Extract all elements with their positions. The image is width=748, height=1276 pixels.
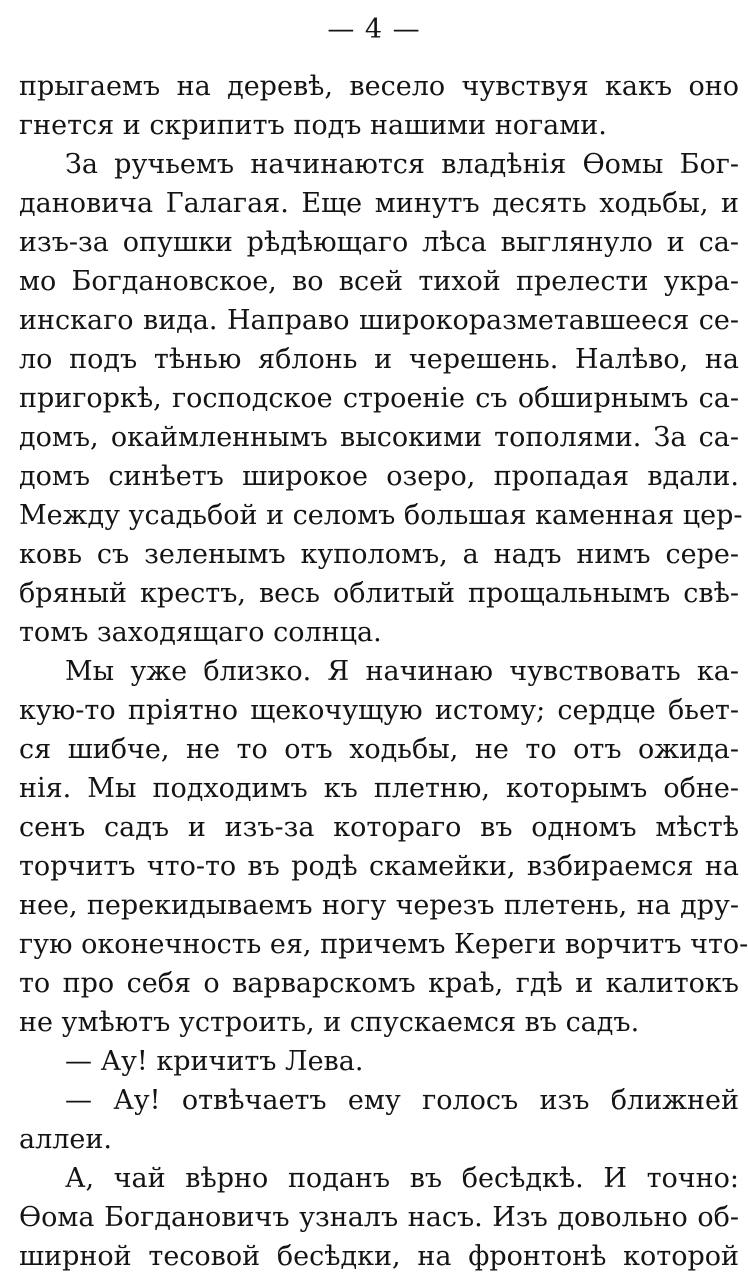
text-line: ширной тесовой бесѣдки, на фронтонѣ которой bbox=[19, 1241, 739, 1272]
text-line: нія. Мы подходимъ къ плетню, которымъ обне- bbox=[19, 773, 739, 804]
paragraph bbox=[19, 67, 739, 145]
text-line: томъ заходящаго солнца. bbox=[19, 617, 382, 648]
text-line: изъ-за опушки рѣдѣющаго лѣса выглянуло и са- bbox=[19, 227, 739, 258]
text-line: Ѳома Богдановичъ узналъ насъ. Изъ довольно об- bbox=[19, 1202, 739, 1233]
text-line: домъ синѣетъ широкое озеро, пропадая вдали. bbox=[19, 461, 739, 492]
text-line: не умѣютъ устроить, и спускаемся въ садъ. bbox=[19, 1007, 640, 1038]
page-number: — 4 — bbox=[327, 14, 421, 45]
text-line: домъ, окаймленнымъ высокими тополями. За са- bbox=[19, 422, 739, 453]
body-text bbox=[19, 67, 748, 1276]
text-line: Мы уже близко. Я начинаю чувствовать ка- bbox=[65, 656, 739, 687]
text-line: сенъ садъ и изъ-за котораго въ одномъ мѣстѣ bbox=[19, 812, 739, 843]
text-line: кую-то пріятно щекочущую истому; сердце бьет- bbox=[19, 695, 739, 726]
text-line: ло подъ тѣнью яблонь и черешень. Налѣво, на bbox=[19, 344, 739, 375]
text-line: — Ау! отвѣчаетъ ему голосъ изъ ближней bbox=[65, 1085, 739, 1116]
text-line: За ручьемъ начинаются владѣнія Ѳомы Бог- bbox=[65, 149, 739, 180]
text-line: ся шибче, не то отъ ходьбы, не то отъ ожида- bbox=[19, 734, 739, 765]
text-line: мо Богдановское, во всей тихой прелести укра- bbox=[19, 266, 739, 297]
text-line: Между усадьбой и селомъ большая каменная цер- bbox=[19, 500, 743, 531]
paragraph bbox=[19, 145, 743, 652]
text-line: ковь съ зеленымъ куполомъ, а надъ нимъ сере- bbox=[19, 539, 739, 570]
text-line: А, чай вѣрно поданъ въ бесѣдкѣ. И точно: bbox=[65, 1163, 739, 1194]
text-line: нее, перекидываемъ ногу черезъ плетень, на дру- bbox=[19, 890, 739, 921]
text-line: то про себя о варварскомъ краѣ, гдѣ и калитокъ bbox=[19, 968, 739, 999]
paragraph bbox=[19, 1042, 739, 1081]
text-line: дановича Галагая. Еще минутъ десять ходьбы, и bbox=[19, 188, 739, 219]
text-line: прыгаемъ на деревѣ, весело чувствуя какъ оно bbox=[19, 71, 739, 102]
text-line: — Ау! кричитъ Лева. bbox=[65, 1046, 364, 1077]
paragraph bbox=[19, 1081, 739, 1159]
text-line: бряный крестъ, весь облитый прощальнымъ свѣ- bbox=[19, 578, 739, 609]
paragraph bbox=[19, 652, 748, 1042]
text-line: торчитъ что-то въ родѣ скамейки, взбираемся на bbox=[19, 851, 739, 882]
text-line: гнется и скрипитъ подъ нашими ногами. bbox=[19, 110, 607, 141]
paragraph bbox=[19, 1159, 739, 1276]
text-line: пригоркѣ, господское строеніе съ обширнымъ са- bbox=[19, 383, 739, 414]
text-line: аллеи. bbox=[19, 1124, 112, 1155]
text-line: инскаго вида. Направо широкоразметавшееся се- bbox=[19, 305, 739, 336]
text-line: гую оконечность ея, причемъ Кереги ворчитъ что- bbox=[19, 929, 748, 960]
